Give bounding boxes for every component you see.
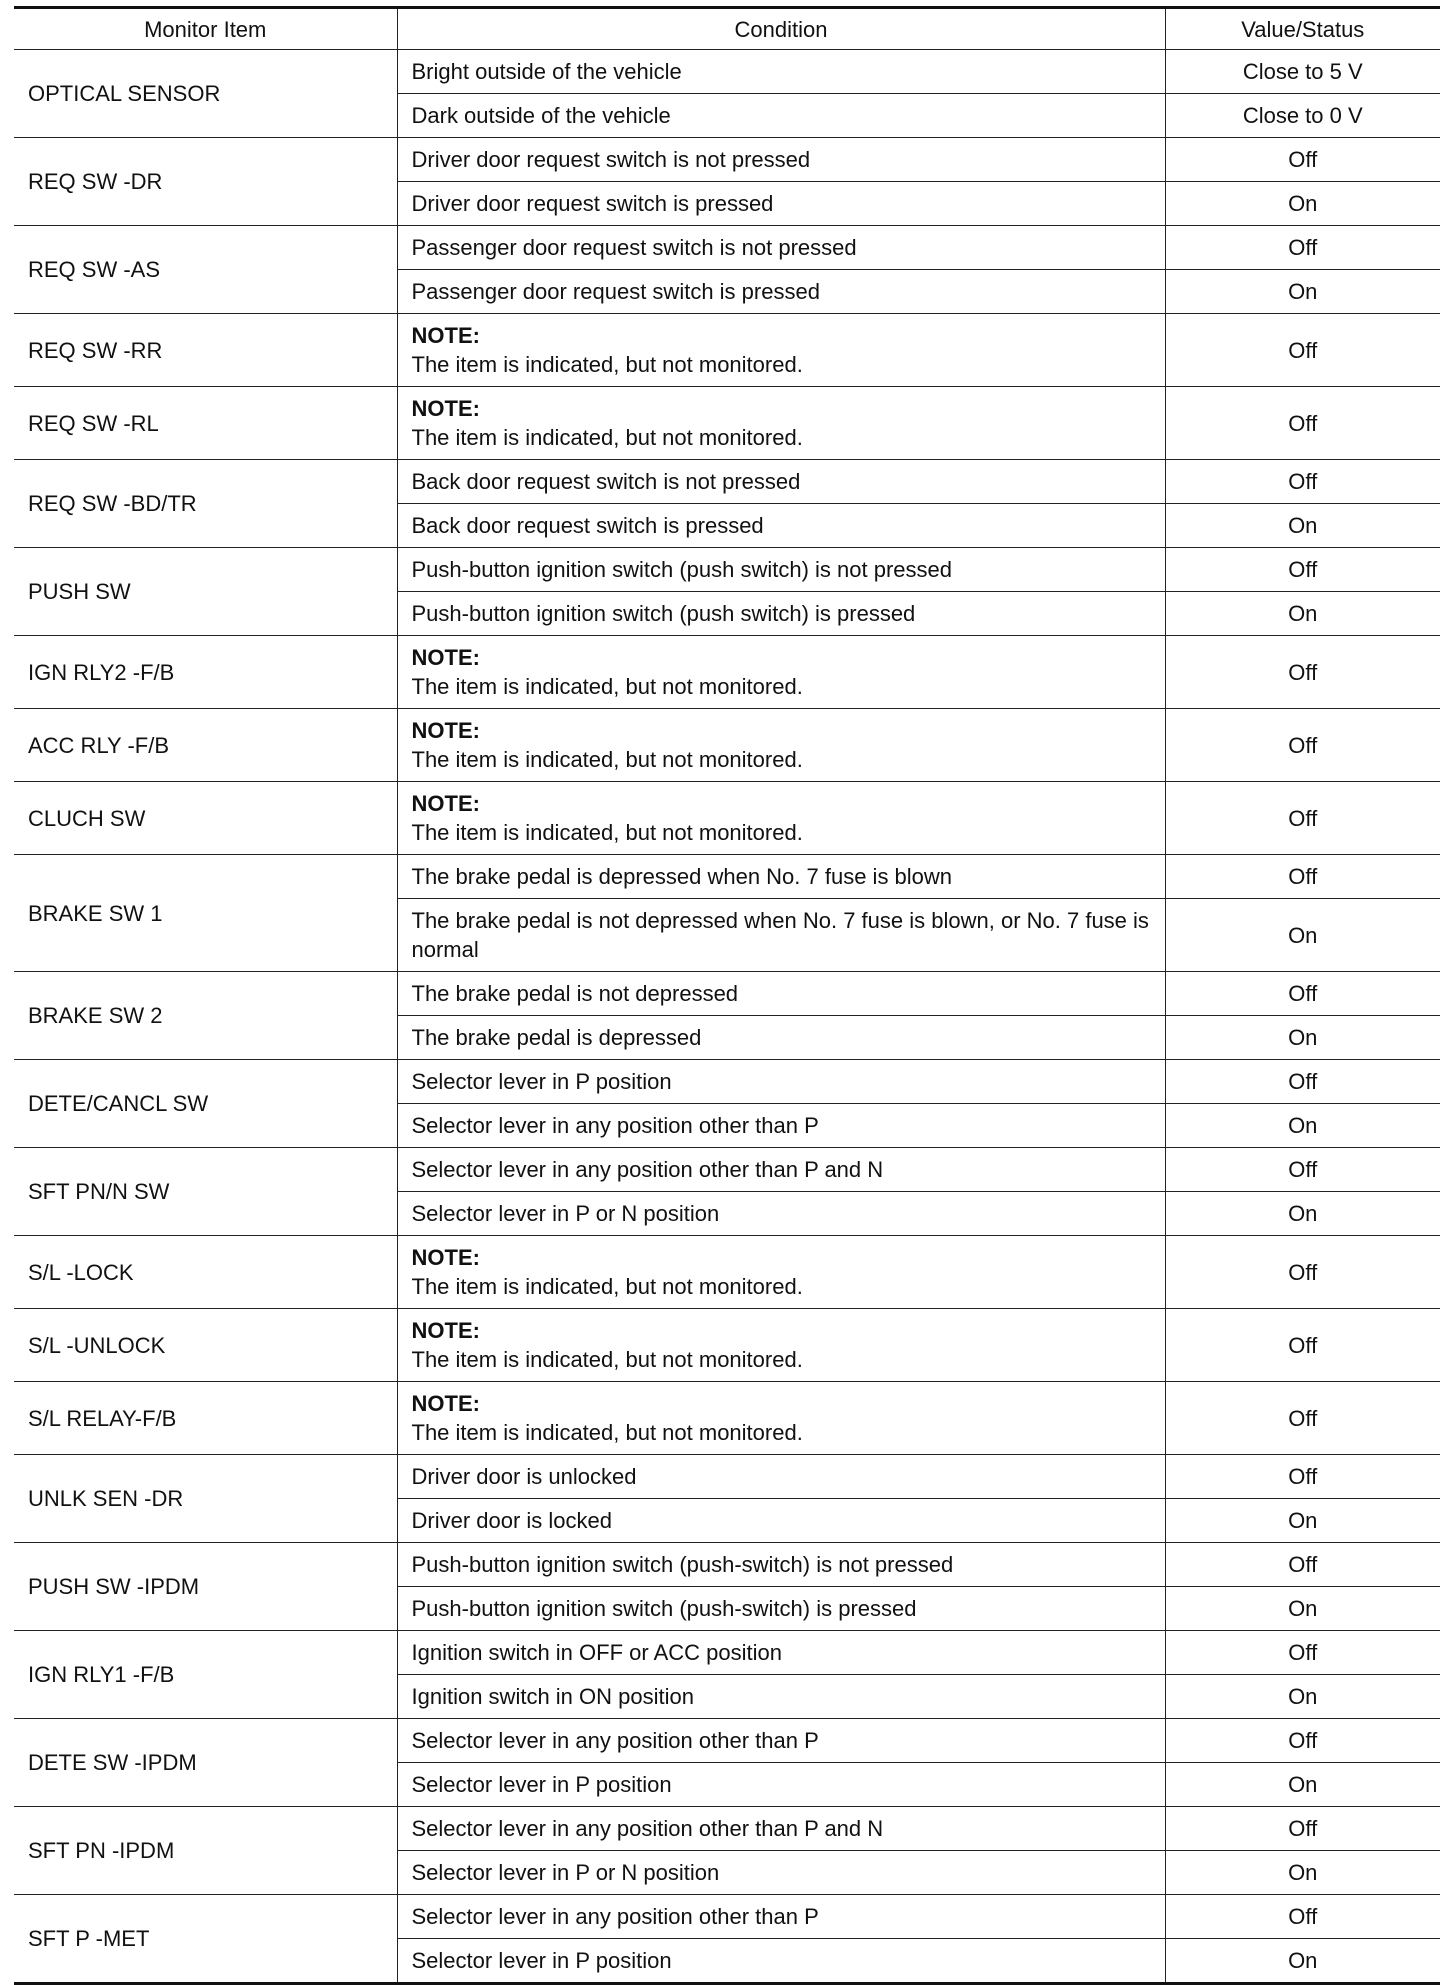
table-row xyxy=(14,460,1440,504)
table-row xyxy=(14,314,1440,387)
value-status-cell: Off xyxy=(1165,548,1440,592)
monitor-item-cell: SFT PN -IPDM xyxy=(14,1807,397,1895)
value-status-cell: Off xyxy=(1165,226,1440,270)
table-row xyxy=(14,548,1440,592)
table-row xyxy=(14,1895,1440,1939)
condition-cell: Selector lever in P position xyxy=(397,1060,1165,1104)
condition-cell: Passenger door request switch is pressed xyxy=(397,270,1165,314)
value-status-cell: Off xyxy=(1165,1807,1440,1851)
note-text: The item is indicated, but not monitored. xyxy=(411,1274,803,1299)
note-text: The item is indicated, but not monitored. xyxy=(411,425,803,450)
condition-note-cell xyxy=(397,387,1165,460)
monitor-item-cell: PUSH SW xyxy=(14,548,397,636)
note-label: NOTE: xyxy=(411,1245,480,1270)
note-text: The item is indicated, but not monitored. xyxy=(411,1347,803,1372)
value-status-cell: Off xyxy=(1165,1719,1440,1763)
monitor-items-table xyxy=(14,6,1440,1985)
value-status-cell: Off xyxy=(1165,1236,1440,1309)
table-header-row xyxy=(14,8,1440,50)
condition-note-cell xyxy=(397,636,1165,709)
condition-note-cell xyxy=(397,1236,1165,1309)
condition-cell: Selector lever in any position other than P xyxy=(397,1895,1165,1939)
table-row xyxy=(14,1455,1440,1499)
monitor-item-cell: UNLK SEN -DR xyxy=(14,1455,397,1543)
monitor-item-cell: ACC RLY -F/B xyxy=(14,709,397,782)
table-row xyxy=(14,1807,1440,1851)
table-row xyxy=(14,1719,1440,1763)
value-status-cell: On xyxy=(1165,1587,1440,1631)
note-label: NOTE: xyxy=(411,1318,480,1343)
condition-cell: Push-button ignition switch (push-switch) is pressed xyxy=(397,1587,1165,1631)
condition-cell: Driver door request switch is not pressed xyxy=(397,138,1165,182)
note-text: The item is indicated, but not monitored. xyxy=(411,820,803,845)
header-value-status: Value/Status xyxy=(1165,8,1440,50)
value-status-cell: On xyxy=(1165,899,1440,972)
condition-cell: The brake pedal is not depressed xyxy=(397,972,1165,1016)
note-label: NOTE: xyxy=(411,1391,480,1416)
condition-note-cell xyxy=(397,1382,1165,1455)
condition-cell: Bright outside of the vehicle xyxy=(397,50,1165,94)
condition-cell: The brake pedal is depressed when No. 7 fuse is blown xyxy=(397,855,1165,899)
value-status-cell: Off xyxy=(1165,1631,1440,1675)
note-label: NOTE: xyxy=(411,791,480,816)
condition-note-cell xyxy=(397,709,1165,782)
note-label: NOTE: xyxy=(411,323,480,348)
condition-cell: Selector lever in P position xyxy=(397,1763,1165,1807)
monitor-item-cell: S/L -UNLOCK xyxy=(14,1309,397,1382)
value-status-cell: Off xyxy=(1165,460,1440,504)
monitor-item-cell: DETE/CANCL SW xyxy=(14,1060,397,1148)
note-label: NOTE: xyxy=(411,645,480,670)
value-status-cell: Off xyxy=(1165,1382,1440,1455)
condition-cell: Driver door is locked xyxy=(397,1499,1165,1543)
table-row xyxy=(14,1236,1440,1309)
header-monitor-item: Monitor Item xyxy=(14,8,397,50)
monitor-item-cell: BRAKE SW 2 xyxy=(14,972,397,1060)
value-status-cell: Off xyxy=(1165,1148,1440,1192)
monitor-item-cell: SFT PN/N SW xyxy=(14,1148,397,1236)
condition-cell: Dark outside of the vehicle xyxy=(397,94,1165,138)
table-row xyxy=(14,1631,1440,1675)
condition-cell: Back door request switch is not pressed xyxy=(397,460,1165,504)
value-status-cell: Off xyxy=(1165,636,1440,709)
value-status-cell: Off xyxy=(1165,709,1440,782)
monitor-item-cell: IGN RLY1 -F/B xyxy=(14,1631,397,1719)
condition-cell: Passenger door request switch is not pressed xyxy=(397,226,1165,270)
value-status-cell: Off xyxy=(1165,314,1440,387)
value-status-cell: Off xyxy=(1165,1455,1440,1499)
note-text: The item is indicated, but not monitored. xyxy=(411,747,803,772)
document-page xyxy=(14,6,1440,1985)
value-status-cell: On xyxy=(1165,1192,1440,1236)
monitor-item-cell: IGN RLY2 -F/B xyxy=(14,636,397,709)
value-status-cell: Off xyxy=(1165,138,1440,182)
value-status-cell: Off xyxy=(1165,855,1440,899)
monitor-item-cell: BRAKE SW 1 xyxy=(14,855,397,972)
value-status-cell: Off xyxy=(1165,1309,1440,1382)
condition-note-cell xyxy=(397,782,1165,855)
header-condition: Condition xyxy=(397,8,1165,50)
value-status-cell: On xyxy=(1165,182,1440,226)
condition-cell: Selector lever in any position other than P xyxy=(397,1719,1165,1763)
note-text: The item is indicated, but not monitored. xyxy=(411,1420,803,1445)
condition-cell: The brake pedal is depressed xyxy=(397,1016,1165,1060)
monitor-item-cell: REQ SW -BD/TR xyxy=(14,460,397,548)
value-status-cell: Close to 5 V xyxy=(1165,50,1440,94)
table-row xyxy=(14,1543,1440,1587)
condition-cell: Push-button ignition switch (push-switch) is not pressed xyxy=(397,1543,1165,1587)
condition-cell: Selector lever in any position other than P and N xyxy=(397,1807,1165,1851)
monitor-item-cell: S/L RELAY-F/B xyxy=(14,1382,397,1455)
value-status-cell: On xyxy=(1165,1016,1440,1060)
condition-cell: Push-button ignition switch (push switch) is not pressed xyxy=(397,548,1165,592)
table-row xyxy=(14,636,1440,709)
value-status-cell: Off xyxy=(1165,1060,1440,1104)
note-label: NOTE: xyxy=(411,718,480,743)
value-status-cell: On xyxy=(1165,1939,1440,1984)
condition-cell: Selector lever in P or N position xyxy=(397,1192,1165,1236)
condition-cell: Back door request switch is pressed xyxy=(397,504,1165,548)
condition-cell: The brake pedal is not depressed when No. 7 fuse is blown, or No. 7 fuse is normal xyxy=(397,899,1165,972)
value-status-cell: Off xyxy=(1165,387,1440,460)
table-row xyxy=(14,1060,1440,1104)
table-row xyxy=(14,50,1440,94)
monitor-item-cell: REQ SW -DR xyxy=(14,138,397,226)
condition-cell: Driver door request switch is pressed xyxy=(397,182,1165,226)
table-row xyxy=(14,226,1440,270)
value-status-cell: Off xyxy=(1165,1895,1440,1939)
condition-cell: Selector lever in P position xyxy=(397,1939,1165,1984)
table-row xyxy=(14,1382,1440,1455)
value-status-cell: On xyxy=(1165,1851,1440,1895)
note-text: The item is indicated, but not monitored. xyxy=(411,674,803,699)
condition-cell: Driver door is unlocked xyxy=(397,1455,1165,1499)
table-row xyxy=(14,138,1440,182)
condition-cell: Ignition switch in ON position xyxy=(397,1675,1165,1719)
monitor-item-cell: REQ SW -RR xyxy=(14,314,397,387)
condition-cell: Push-button ignition switch (push switch) is pressed xyxy=(397,592,1165,636)
monitor-item-cell: REQ SW -AS xyxy=(14,226,397,314)
value-status-cell: On xyxy=(1165,1763,1440,1807)
value-status-cell: Off xyxy=(1165,1543,1440,1587)
monitor-item-cell: REQ SW -RL xyxy=(14,387,397,460)
value-status-cell: On xyxy=(1165,1499,1440,1543)
condition-note-cell xyxy=(397,1309,1165,1382)
value-status-cell: On xyxy=(1165,504,1440,548)
value-status-cell: Off xyxy=(1165,782,1440,855)
condition-note-cell xyxy=(397,314,1165,387)
note-text: The item is indicated, but not monitored. xyxy=(411,352,803,377)
value-status-cell: Off xyxy=(1165,972,1440,1016)
monitor-item-cell: PUSH SW -IPDM xyxy=(14,1543,397,1631)
monitor-item-cell: OPTICAL SENSOR xyxy=(14,50,397,138)
table-row xyxy=(14,1309,1440,1382)
value-status-cell: Close to 0 V xyxy=(1165,94,1440,138)
monitor-item-cell: SFT P -MET xyxy=(14,1895,397,1984)
condition-cell: Selector lever in P or N position xyxy=(397,1851,1165,1895)
value-status-cell: On xyxy=(1165,270,1440,314)
value-status-cell: On xyxy=(1165,1104,1440,1148)
value-status-cell: On xyxy=(1165,1675,1440,1719)
table-row xyxy=(14,782,1440,855)
value-status-cell: On xyxy=(1165,592,1440,636)
table-row xyxy=(14,387,1440,460)
table-row xyxy=(14,1148,1440,1192)
table-row xyxy=(14,972,1440,1016)
table-body xyxy=(14,50,1440,1984)
monitor-item-cell: DETE SW -IPDM xyxy=(14,1719,397,1807)
condition-cell: Selector lever in any position other than P xyxy=(397,1104,1165,1148)
table-row xyxy=(14,855,1440,899)
note-label: NOTE: xyxy=(411,396,480,421)
monitor-item-cell: S/L -LOCK xyxy=(14,1236,397,1309)
condition-cell: Selector lever in any position other than P and N xyxy=(397,1148,1165,1192)
condition-cell: Ignition switch in OFF or ACC position xyxy=(397,1631,1165,1675)
table-row xyxy=(14,709,1440,782)
monitor-item-cell: CLUCH SW xyxy=(14,782,397,855)
